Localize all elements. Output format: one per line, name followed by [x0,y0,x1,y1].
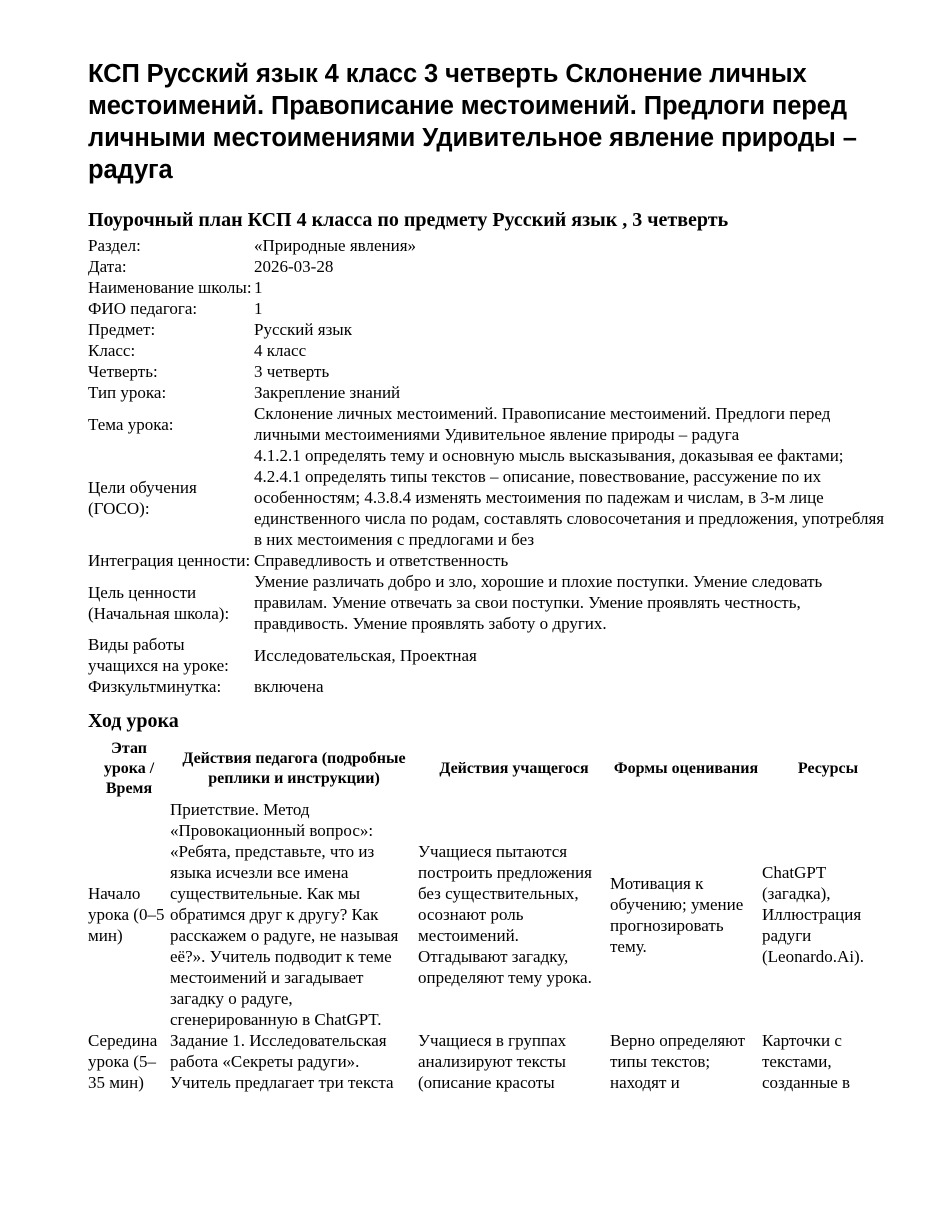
info-label: Цель ценности (Начальная школа): [88,582,230,623]
table-row [88,799,894,1030]
teacher-actions-cell: Задание 1. Исследовательская работа «Секреты радуги». Учитель предлагает три текста [170,1031,394,1092]
info-value: 1 [254,278,263,297]
info-label: Тема урока: [88,414,174,434]
teacher-actions-cell: Приетствие. Метод «Провокационный вопрос»: «Ребята, представьте, что из языка исчезли все имена существительные. Как мы обратимся друг к другу? Как расскажем о радуге, не называя её?». Учитель подводит к теме местоимений и загадывает загадку о радуге, сгенерированную в ChatGPT. [170,800,399,1029]
resources-cell: ChatGPT (загадка), Иллюстрация радуги (Leonardo.Ai). [762,863,864,966]
info-label: Предмет: [88,320,156,339]
plan-subtitle: Поурочный план КСП 4 класса по предмету Русский язык , 3 четверть [88,209,729,231]
header-student-actions: Действия учащегося [439,760,589,777]
info-row [88,235,894,256]
info-label: Цели обучения (ГОСО): [88,477,197,518]
info-row [88,634,894,676]
info-label: Физкультминутка: [88,677,222,696]
info-label: Четверть: [88,362,158,381]
document-title: КСП Русский язык 4 класс 3 четверть Склонение личных местоимений. Правописание местоимений. Предлоги перед личными местоимениями Удивительное явление природы – радуга [88,60,857,184]
stage-cell: Начало урока (0–5 мин) [88,884,165,945]
info-label: Интеграция ценности: [88,551,251,570]
info-row [88,298,894,319]
info-row [88,340,894,361]
header-stage: Этап урока / Время [103,740,155,797]
table-row [88,1030,894,1093]
info-value: 2026-03-28 [254,257,334,276]
info-row [88,403,894,445]
info-value: включена [254,677,324,696]
info-value: 4.1.2.1 определять тему и основную мысль высказывания, доказывая ее фактами; 4.2.4.1 определять типы текстов – описание, повествование, рассужение по их особенностям; 4.3.8.4 изменять местоимения по падежам и числам, в 3-м лице единственного числа по родам, составлять словосочетания и предложения, употребляя в них местоимения с предлогами и без [254,446,885,549]
info-label: Класс: [88,341,136,360]
info-value: 3 четверть [254,362,330,381]
info-value: Склонение личных местоимений. Правописание местоимений. Предлоги перед личными местоимениями Удивительное явление природы – радуга [254,404,831,444]
student-actions-cell: Учащиеся пытаются построить предложения без существительных, осознают роль местоимений. Отгадывают загадку, определяют тему урока. [418,842,592,987]
info-value: «Природные явления» [254,236,417,255]
info-row [88,319,894,340]
lesson-progress-table [88,739,894,1093]
info-value: Русский язык [254,320,352,339]
info-value: 1 [254,299,263,318]
info-row [88,550,894,571]
document-page [88,58,894,1093]
info-label: Наименование школы: [88,278,252,297]
info-label: ФИО педагога: [88,299,198,318]
info-row [88,382,894,403]
info-row [88,277,894,298]
info-label: Дата: [88,257,127,276]
info-value: Справедливость и ответственность [254,551,509,570]
header-resources: Ресурсы [797,760,859,777]
stage-cell: Середина урока (5–35 мин) [88,1031,158,1092]
student-actions-cell: Учащиеся в группах анализируют тексты (описание красоты [418,1031,567,1092]
info-value: Закрепление знаний [254,383,401,402]
info-label: Тип урока: [88,383,167,402]
info-row [88,676,894,697]
header-assessment: Формы оценивания [613,760,759,777]
info-value: Умение различать добро и зло, хорошие и плохие поступки. Умение следовать правилам. Умение отвечать за свои поступки. Умение проявлять честность, правдивость. Умение проявлять заботу о других. [254,572,823,633]
info-row [88,571,894,634]
info-row [88,256,894,277]
info-value: 4 класс [254,341,307,360]
assessment-cell: Верно определяют типы текстов; находят и [610,1031,746,1092]
info-label: Раздел: [88,236,141,255]
info-row [88,445,894,550]
lesson-info-table [88,235,894,697]
info-label: Виды работы учащихся на уроке: [88,635,229,675]
info-row [88,361,894,382]
header-teacher-actions: Действия педагога (подробные реплики и инструкции) [182,750,406,787]
lesson-heading: Ход урока [88,710,179,732]
lesson-table-header-row [88,739,894,799]
info-value: Исследовательская, Проектная [254,645,477,665]
assessment-cell: Мотивация к обучению; умение прогнозировать тему. [610,873,744,956]
resources-cell: Карточки с текстами, созданные в [762,1031,851,1092]
